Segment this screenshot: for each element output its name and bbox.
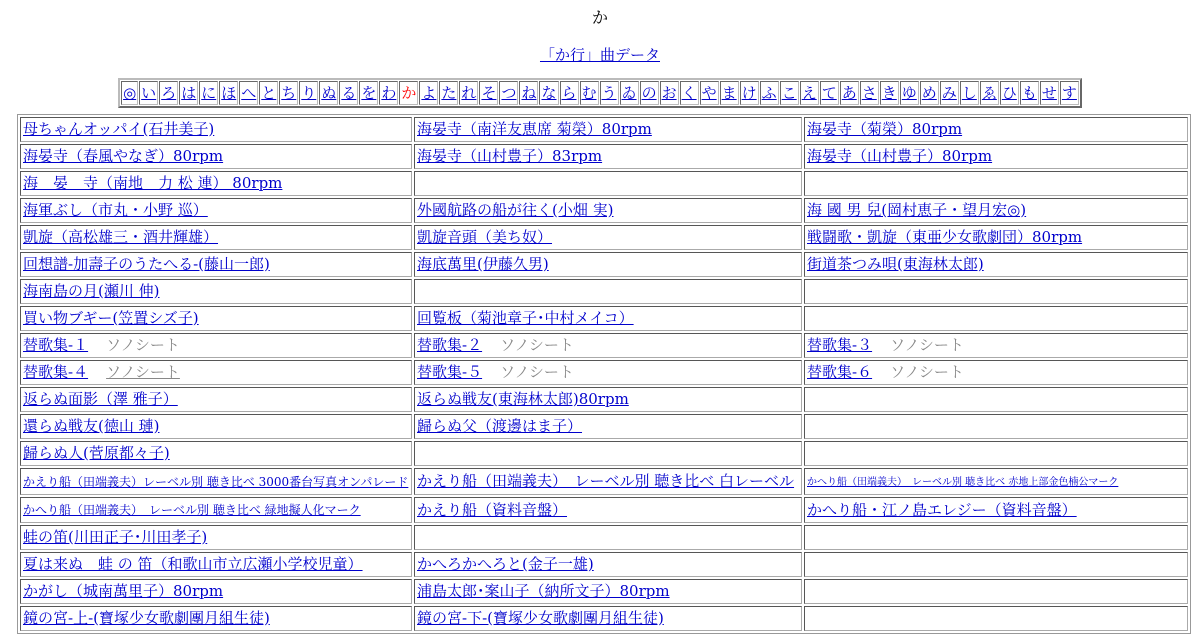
- song-link[interactable]: 凱旋（高松雄三・酒井輝雄）: [23, 228, 219, 246]
- index-link[interactable]: ち: [281, 84, 297, 102]
- song-link[interactable]: 海 國 男 兒(岡村恵子・望月宏◎): [807, 201, 1027, 219]
- song-link[interactable]: 外國航路の船が往く(小畑 実): [417, 201, 614, 219]
- index-nav-wrap: [70, 78, 1130, 108]
- song-cell: [20, 225, 412, 250]
- index-cell: [940, 81, 959, 105]
- song-cell: [20, 306, 412, 331]
- song-cell: [20, 579, 412, 604]
- index-link[interactable]: り: [301, 84, 317, 102]
- index-cell: [1040, 81, 1059, 105]
- song-link[interactable]: 還らぬ戦友(徳山 璉): [23, 417, 160, 435]
- song-cell: [20, 117, 412, 142]
- index-link[interactable]: へ: [241, 84, 257, 102]
- song-link[interactable]: 海晏寺（春風やなぎ）80rpm: [23, 147, 224, 165]
- index-cell: [499, 81, 518, 105]
- song-link[interactable]: 街道茶つみ唄(東海林太郎): [807, 255, 984, 273]
- index-link[interactable]: ひ: [1001, 84, 1017, 102]
- index-cell: [600, 81, 619, 105]
- table-row: [20, 606, 1188, 631]
- song-cell: [20, 360, 412, 385]
- song-link[interactable]: 替歌集-１: [23, 336, 89, 354]
- table-row: [20, 144, 1188, 169]
- index-link[interactable]: ら: [561, 84, 577, 102]
- index-link[interactable]: き: [881, 84, 897, 102]
- index-cell: [399, 81, 418, 105]
- song-cell: [414, 225, 802, 250]
- index-link[interactable]: ゆ: [901, 84, 917, 102]
- song-cell: [20, 441, 412, 466]
- index-cell: [580, 81, 599, 105]
- song-link[interactable]: かがし（城南萬里子）80rpm: [23, 582, 224, 600]
- song-link[interactable]: 海晏寺（山村豊子）80rpm: [807, 147, 993, 165]
- index-cell: [620, 81, 639, 105]
- index-cell: [680, 81, 699, 105]
- index-link[interactable]: め: [921, 84, 937, 102]
- song-cell: [804, 468, 1188, 495]
- index-cell: [139, 81, 158, 105]
- song-link[interactable]: かへり船（田端義夫） レーベル別 聴き比べ 赤地上部金色楠公マーク: [807, 477, 1119, 488]
- index-link[interactable]: な: [541, 84, 557, 102]
- song-cell: [20, 497, 412, 523]
- index-cell: [1020, 81, 1039, 105]
- index-cell: [239, 81, 258, 105]
- index-link[interactable]: す: [1061, 84, 1077, 102]
- index-link[interactable]: み: [941, 84, 957, 102]
- index-link[interactable]: せ: [1041, 84, 1057, 102]
- song-cell: [414, 117, 802, 142]
- index-cell: [279, 81, 298, 105]
- song-cell: [804, 279, 1188, 304]
- index-cell: [121, 81, 138, 105]
- song-cell: [414, 414, 802, 439]
- song-cell: [20, 144, 412, 169]
- subtitle-link[interactable]: 「か行」曲データ: [539, 46, 660, 64]
- index-cell: [920, 81, 939, 105]
- sono-label: ソノシート: [500, 363, 574, 381]
- song-link[interactable]: 蛙の笛(川田正子･川田孝子): [23, 528, 208, 546]
- index-cell: [439, 81, 458, 105]
- index-cell: [459, 81, 478, 105]
- song-link[interactable]: 替歌集-４: [23, 363, 89, 381]
- song-cell: [414, 171, 802, 196]
- song-cell: [20, 279, 412, 304]
- song-link[interactable]: 替歌集-２: [417, 336, 483, 354]
- index-link[interactable]: や: [701, 84, 717, 102]
- index-nav: [118, 78, 1082, 108]
- table-row: [20, 441, 1188, 466]
- song-cell: [804, 144, 1188, 169]
- index-link[interactable]: て: [821, 84, 837, 102]
- song-cell: [804, 414, 1188, 439]
- index-cell: [640, 81, 659, 105]
- index-link[interactable]: い: [141, 84, 157, 102]
- table-row: [20, 279, 1188, 304]
- song-cell: [414, 497, 802, 523]
- index-cell: [539, 81, 558, 105]
- index-link[interactable]: ま: [721, 84, 737, 102]
- song-link[interactable]: 海晏寺（山村豊子）83rpm: [417, 147, 603, 165]
- index-cell: [259, 81, 278, 105]
- index-cell: [379, 81, 398, 105]
- song-link[interactable]: 回想譜-加壽子のうたへる-(藤山一郎): [23, 255, 270, 273]
- song-link[interactable]: かへり船・江ノ島エレジー（資料音盤）: [807, 500, 1077, 519]
- index-cell: [359, 81, 378, 105]
- table-row: [20, 468, 1188, 495]
- index-link[interactable]: こ: [781, 84, 797, 102]
- song-cell: [414, 468, 802, 495]
- song-cell: [20, 525, 412, 550]
- song-link[interactable]: 返らぬ戦友(東海林太郎)80rpm: [417, 390, 629, 408]
- index-cell: [319, 81, 338, 105]
- song-link[interactable]: 海晏寺（南洋友恵席 菊榮）80rpm: [417, 120, 652, 138]
- song-link[interactable]: 海軍ぶし（市丸・小野 巡）: [23, 201, 208, 219]
- song-cell: [20, 171, 412, 196]
- song-cell: [414, 606, 802, 631]
- song-cell: [804, 441, 1188, 466]
- index-link[interactable]: も: [1021, 84, 1037, 102]
- table-row: [20, 497, 1188, 523]
- song-cell: [20, 552, 412, 577]
- index-link[interactable]: ゐ: [621, 84, 637, 102]
- song-cell: [804, 306, 1188, 331]
- index-cell: [560, 81, 579, 105]
- index-link[interactable]: ふ: [761, 84, 777, 102]
- song-cell: [804, 117, 1188, 142]
- song-cell: [414, 306, 802, 331]
- index-cell: [800, 81, 819, 105]
- index-link[interactable]: ほ: [221, 84, 237, 102]
- song-link[interactable]: 浦島太郎･案山子（納所文子）80rpm: [417, 582, 670, 600]
- index-cell: [760, 81, 779, 105]
- index-link[interactable]: う: [601, 84, 617, 102]
- index-link[interactable]: の: [641, 84, 657, 102]
- song-cell: [20, 387, 412, 412]
- index-link[interactable]: れ: [461, 84, 477, 102]
- table-row: [20, 579, 1188, 604]
- index-cell: [780, 81, 799, 105]
- sono-label: ソノシート: [500, 336, 574, 354]
- sono-label: ソノシート: [890, 336, 964, 354]
- index-link[interactable]: る: [341, 84, 357, 102]
- index-link[interactable]: く: [681, 84, 697, 102]
- index-cell: [1060, 81, 1079, 105]
- index-cell: [1000, 81, 1019, 105]
- song-cell: [804, 252, 1188, 277]
- song-link[interactable]: 夏は来ぬ 蛙 の 笛（和歌山市立広瀬小学校児童）: [23, 555, 363, 573]
- song-cell: [414, 387, 802, 412]
- index-link[interactable]: つ: [501, 84, 517, 102]
- index-cell: [960, 81, 979, 105]
- song-link[interactable]: 返らぬ面影（澤 雅子）: [23, 390, 178, 408]
- song-cell: [414, 144, 802, 169]
- song-cell: [804, 606, 1188, 631]
- index-cell: [159, 81, 178, 105]
- song-link[interactable]: 歸らぬ父（渡邊はま子）: [417, 417, 583, 435]
- index-cell: [219, 81, 238, 105]
- index-cell: [860, 81, 879, 105]
- index-link[interactable]: ろ: [161, 84, 177, 102]
- index-cell: [700, 81, 719, 105]
- table-row: [20, 333, 1188, 358]
- index-cell: [339, 81, 358, 105]
- song-table: [17, 114, 1191, 634]
- song-link[interactable]: 母ちゃんオッパイ(石井美子): [23, 120, 215, 138]
- song-cell: [414, 441, 802, 466]
- sono-label: ソノシート: [106, 363, 180, 381]
- song-cell: [20, 198, 412, 223]
- song-link[interactable]: 鏡の宮-上-(寶塚少女歌劇團月組生徒): [23, 609, 270, 627]
- index-cell: [199, 81, 218, 105]
- song-cell: [414, 279, 802, 304]
- subtitle-link-wrap: [0, 45, 1200, 65]
- index-link[interactable]: ゑ: [981, 84, 997, 102]
- index-cell: [840, 81, 859, 105]
- sono-label: ソノシート: [890, 363, 964, 381]
- song-cell: [804, 525, 1188, 550]
- index-link[interactable]: ね: [521, 84, 537, 102]
- song-link[interactable]: 凱旋音頭（美ち奴）: [417, 228, 553, 246]
- song-link[interactable]: 替歌集-６: [807, 363, 873, 381]
- song-link[interactable]: 鏡の宮-下-(寶塚少女歌劇團月組生徒): [417, 609, 664, 627]
- index-cell: [419, 81, 438, 105]
- index-cell: [740, 81, 759, 105]
- song-cell: [804, 171, 1188, 196]
- index-cell: [519, 81, 538, 105]
- song-link[interactable]: かえり船（田端義夫）レーベル別 聴き比べ 3000番台写真オンパレード: [23, 474, 409, 489]
- table-row: [20, 225, 1188, 250]
- index-link[interactable]: よ: [421, 84, 437, 102]
- table-row: [20, 387, 1188, 412]
- index-link[interactable]: は: [181, 84, 197, 102]
- song-link[interactable]: 回覧板（菊池章子･中村メイコ）: [417, 309, 634, 327]
- index-link[interactable]: を: [361, 84, 377, 102]
- table-row: [20, 117, 1188, 142]
- index-cell: [720, 81, 739, 105]
- song-cell: [414, 360, 802, 385]
- page-title: か: [591, 8, 608, 27]
- index-cell: [900, 81, 919, 105]
- index-cell: [299, 81, 318, 105]
- song-link[interactable]: かえり船（田端義夫） レーベル別 聴き比べ 白レーベル: [417, 472, 795, 490]
- table-row: [20, 552, 1188, 577]
- song-link[interactable]: かへり船（田端義夫） レーベル別 聴き比べ 緑地擬人化マーク: [23, 503, 361, 517]
- index-link[interactable]: お: [661, 84, 677, 102]
- song-cell: [414, 579, 802, 604]
- song-link[interactable]: 替歌集-３: [807, 336, 873, 354]
- index-link[interactable]: し: [961, 84, 977, 102]
- index-link[interactable]: け: [741, 84, 757, 102]
- song-link[interactable]: 戦闘歌・凱旋（東亜少女歌劇団）80rpm: [807, 228, 1083, 246]
- index-cell: [980, 81, 999, 105]
- song-cell: [804, 360, 1188, 385]
- song-cell: [20, 333, 412, 358]
- song-link[interactable]: 海南島の月(瀬川 伸): [23, 282, 160, 300]
- index-link[interactable]: そ: [481, 84, 497, 102]
- song-cell: [20, 606, 412, 631]
- index-link[interactable]: に: [201, 84, 217, 102]
- song-link[interactable]: 歸らぬ人(菅原都々子): [23, 444, 170, 462]
- index-link[interactable]: む: [581, 84, 597, 102]
- index-link[interactable]: ◎: [123, 84, 137, 102]
- song-cell: [804, 198, 1188, 223]
- index-link[interactable]: た: [441, 84, 457, 102]
- song-cell: [804, 579, 1188, 604]
- sono-label: ソノシート: [106, 336, 180, 354]
- song-cell: [804, 225, 1188, 250]
- index-cell: [479, 81, 498, 105]
- table-row: [20, 525, 1188, 550]
- table-row: [20, 252, 1188, 277]
- index-link[interactable]: え: [801, 84, 817, 102]
- song-cell: [804, 333, 1188, 358]
- song-cell: [20, 252, 412, 277]
- song-cell: [414, 333, 802, 358]
- song-link[interactable]: 買い物ブギー(笠置シズ子): [23, 309, 199, 327]
- index-link[interactable]: か: [401, 84, 417, 102]
- table-row: [20, 360, 1188, 385]
- index-link[interactable]: さ: [861, 84, 877, 102]
- song-link[interactable]: 替歌集-５: [417, 363, 483, 381]
- song-cell: [414, 552, 802, 577]
- song-cell: [414, 252, 802, 277]
- song-cell: [804, 497, 1188, 523]
- song-cell: [804, 387, 1188, 412]
- song-link[interactable]: 海晏寺（菊榮）80rpm: [807, 120, 963, 138]
- song-cell: [20, 414, 412, 439]
- table-row: [20, 414, 1188, 439]
- song-link[interactable]: 海 晏 寺（南地 力 松 連） 80rpm: [23, 174, 283, 192]
- table-row: [20, 171, 1188, 196]
- index-link[interactable]: と: [261, 84, 277, 102]
- song-link[interactable]: かへろかへろと(金子一雄): [417, 555, 594, 573]
- song-cell: [804, 552, 1188, 577]
- index-cell: [660, 81, 679, 105]
- table-row: [20, 198, 1188, 223]
- song-cell: [414, 525, 802, 550]
- table-row: [20, 306, 1188, 331]
- index-link[interactable]: わ: [381, 84, 397, 102]
- song-link[interactable]: 海底萬里(伊藤久男): [417, 255, 549, 273]
- index-cell: [880, 81, 899, 105]
- song-cell: [414, 198, 802, 223]
- song-link[interactable]: かえり船（資料音盤）: [417, 500, 568, 519]
- index-cell: [179, 81, 198, 105]
- index-link[interactable]: あ: [841, 84, 857, 102]
- index-cell: [820, 81, 839, 105]
- song-cell: [20, 468, 412, 495]
- index-link[interactable]: ぬ: [321, 84, 337, 102]
